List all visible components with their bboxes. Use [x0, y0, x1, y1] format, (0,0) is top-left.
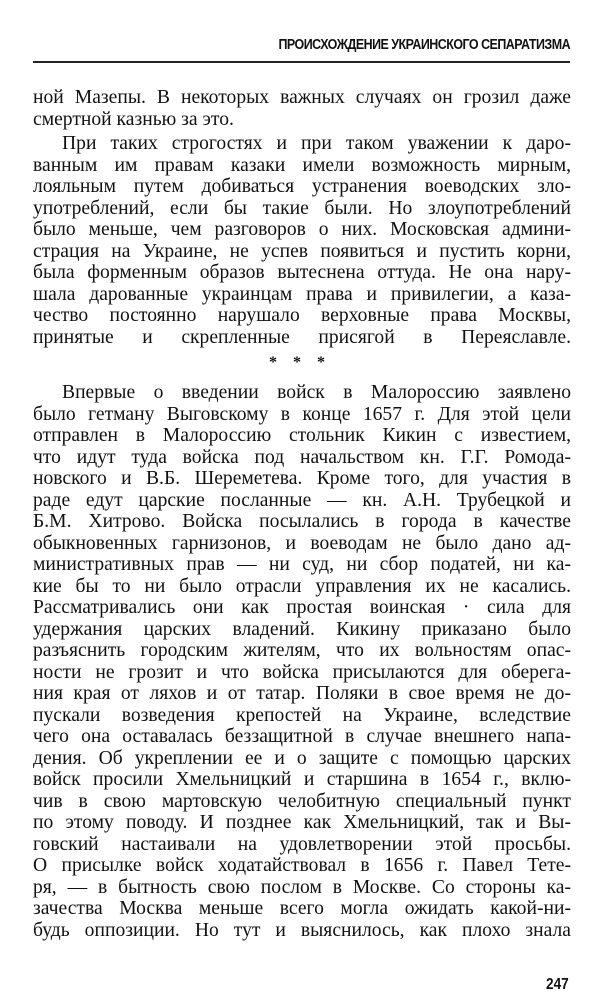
text-line: чив в свою мартовскую челобитную специальный пункт [33, 790, 571, 812]
text-line: по этому поводу. И позднее как Хмельницкий, так и Вы- [33, 812, 571, 833]
text-line: ванным им правам казаки имели возможность мирным, [33, 154, 571, 176]
paragraph-2 [33, 133, 571, 348]
text-line: лояльным путем добиваться устранения воеводских зло- [33, 176, 571, 197]
text-line: зачества Москва меньше всего могла ожидать какой-ни- [33, 898, 571, 919]
text-line: ной Мазепы. В некоторых важных случаях он грозил даже [33, 87, 571, 108]
text-line: раде едут царские посланные — кн. А.Н. Трубецкой и [33, 489, 571, 511]
text-line: употреблений, если бы такие были. Но злоупотреблений [33, 197, 571, 219]
text-line: была форменным образов вытеснена оттуда. Не она нару- [33, 262, 571, 283]
text-line: чество постоянно нарушало верховные права Москвы, [33, 305, 571, 326]
paragraph-3 [33, 382, 571, 941]
text-line: отправлен в Малороссию стольник Кикин с известием, [33, 425, 571, 446]
text-line: было меньше, чем разговоров о них. Московская админи- [33, 219, 571, 240]
paragraph-1 [33, 87, 571, 130]
text-line: министративных прав — ни суд, ни сбор податей, ни ка- [33, 554, 571, 575]
text-line: Б.М. Хитрово. Войска посылались в города в качестве [33, 511, 571, 532]
page-number: 247 [546, 976, 569, 993]
text-line: обыкновенных гарнизонов, и воеводам не было дано ад- [33, 532, 571, 554]
text-line: При таких строгостях и при таком уважении к даро- [62, 133, 571, 154]
text-line: ния края от ляхов и от татар. Поляки в свое время не до- [33, 683, 571, 704]
text-line: войск просили Хмельницкий и старшина в 1654 г., вклю- [33, 769, 571, 790]
running-header [33, 35, 570, 63]
text-line: будь оппозиции. Но тут и выяснилось, как плохо знала [33, 919, 571, 941]
text-line: ности не грозит и что войска присылаются для оберега- [33, 661, 571, 683]
text-line: принятые и скрепленные присягой в Переяславле. [33, 326, 571, 348]
text-line: удержания царских владений. Кикину приказано было [33, 618, 571, 640]
section-break: * * * [269, 354, 331, 371]
text-line: Рассматривались они как простая воинская · сила для [33, 597, 571, 618]
text-line: что идут туда войска под начальством кн. Г.Г. Ромода- [33, 446, 571, 468]
text-line: пускали возведения крепостей на Украине, вследствие [33, 704, 571, 726]
text-line: кие бы то ни было отрасли управления их не касались. [33, 575, 571, 597]
text-line: шала дарованные украинцам права и привилегии, а каза- [33, 283, 571, 305]
text-line: страция на Украине, не успев появиться и пустить корни, [33, 240, 571, 262]
text-line: было гетману Выговскому в конце 1657 г. Для этой цели [33, 403, 571, 425]
text-line: чего она оставалась беззащитной в случае внешнего напа- [33, 726, 571, 747]
running-header-title: ПРОИСХОЖДЕНИЕ УКРАИНСКОГО СЕПАРАТИЗМА [278, 37, 570, 53]
text-line: разъяснить городским жителям, что их вольностям опас- [33, 640, 571, 661]
text-line: Впервые о введении войск в Малороссию заявлено [62, 382, 571, 403]
text-line: ря, — в бытность свою послом в Москве. Со стороны ка- [33, 876, 571, 898]
text-line: дения. Об укреплении ее и о защите с помощью царских [33, 747, 571, 769]
text-line: говский настаивали на удовлетворении этой просьбы. [33, 833, 571, 855]
text-line: смертной казнью за это. [33, 108, 234, 130]
text-line: О присылке войск ходатайствовал в 1656 г. Павел Тете- [33, 855, 571, 876]
text-line: новского и В.Б. Шереметева. Кроме того, для участия в [33, 468, 571, 489]
